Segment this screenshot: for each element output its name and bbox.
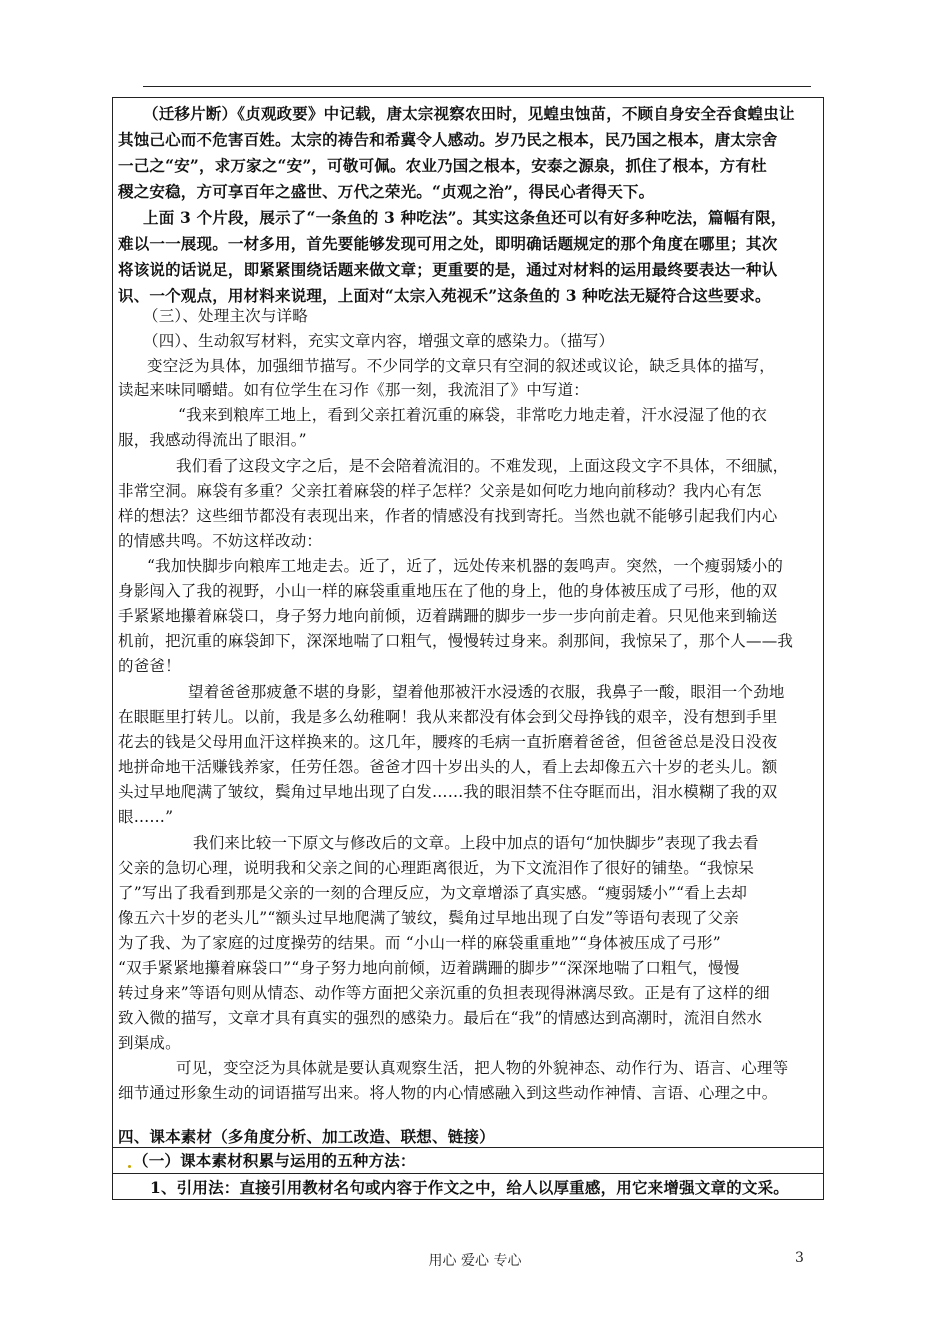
text-line: “我来到粮库工地上，看到父亲扛着沉重的麻袋，非常吃力地走着，汗水浸湿了他的衣 — [178, 406, 768, 424]
text-line: 服，我感动得流出了眼泪。” — [118, 431, 307, 449]
page-footer: 用心 爱心 专心 — [428, 1253, 522, 1269]
text-line: “我加快脚步向粮库工地走去。近了，近了，远处传来机器的轰鸣声。突然，一个瘦弱矮小的 — [147, 557, 784, 575]
text-line: 转过身来”等语句则从情态、动作等方面把父亲沉重的负担表现得淋漓尽致。正是有了这样的细 — [118, 984, 770, 1002]
text-line: 1、引用法：直接引用教材名句或内容于作文之中，给人以厚重感，用它来增强文章的文采。 — [150, 1178, 789, 1197]
text-line: 我们看了这段文字之后，是不会陪着流泪的。不难发现，上面这段文字不具体，不细腻， — [176, 457, 789, 475]
text-line: 其蚀己心而不危害百姓。太宗的祷告和希冀令人感动。岁乃民之根本，民乃国之根本，唐太宗舍 — [118, 130, 778, 149]
text-line: 可见，变空泛为具体就是要认真观察生活，把人物的外貌神态、动作行为、语言、心理等 — [176, 1059, 789, 1077]
text-line: 在眼眶里打转儿。以前，我是多么幼稚啊！我从来都没有体会到父母挣钱的艰辛，没有想到手里 — [118, 708, 778, 726]
page-number: 3 — [795, 1250, 804, 1266]
text-line: 一己之“安”，求万家之“安”，可敬可佩。农业乃国之根本，安泰之源泉，抓住了根本，方有杜 — [118, 156, 767, 175]
text-line: 细节通过形象生动的词语描写出来。将人物的内心情感融入到这些动作神情、言语、心理之中。 — [118, 1084, 778, 1102]
header-rule — [143, 86, 811, 87]
marker-dot — [128, 1165, 131, 1168]
text-line: 上面 3 个片段，展示了“一条鱼的 3 种吃法”。其实这条鱼还可以有好多种吃法，篇幅有限， — [143, 208, 787, 227]
text-line: 机前，把沉重的麻袋卸下，深深地喘了口粗气，慢慢转过身来。刹那间，我惊呆了，那个人——我 — [118, 632, 794, 650]
text-line: 的爸爸！ — [118, 657, 181, 675]
text-line: 像五六十岁的老头儿”“额头过早地爬满了皱纹，鬓角过早地出现了白发”等语句表现了父亲 — [118, 909, 739, 927]
text-line: 地拼命地干活赚钱养家，任劳任怨。爸爸才四十岁出头的人，看上去却像五六十岁的老头儿。额 — [118, 758, 778, 776]
text-line: （迁移片断）《贞观政要》中记载，唐太宗视察农田时，见蝗虫蚀苗，不顾自身安全吞食蝗虫让 — [143, 104, 795, 123]
text-line: 读起来味同嚼蜡。如有位学生在习作《那一刻，我流泪了》中写道： — [118, 381, 590, 399]
text-line: 父亲的急切心理，说明我和父亲之间的心理距离很近，为下文流泪作了很好的铺垫。“我惊呆 — [118, 859, 755, 877]
text-line: 我们来比较一下原文与修改后的文章。上段中加点的语句“加快脚步”表现了我去看 — [193, 834, 759, 852]
subheading: （四）、生动叙写材料，充实文章内容，增强文章的感染力。（描写） — [143, 332, 615, 350]
text-line: 将该说的话说足，即紧紧围绕话题来做文章；更重要的是，通过对材料的运用最终要表达一种认 — [118, 260, 778, 279]
text-line: 样的想法？这些细节都没有表现出来，作者的情感没有找到寄托。当然也就不能够引起我们内心 — [118, 507, 778, 525]
text-line: 花去的钱是父母用血汗这样换来的。这几年，腰疼的毛病一直折磨着爸爸，但爸爸总是没日没夜 — [118, 733, 778, 751]
text-line: 难以一一展现。一材多用，首先要能够发现可用之处，即明确话题规定的那个角度在哪里；其次 — [118, 234, 778, 253]
subheading: （三）、处理主次与详略 — [143, 307, 308, 325]
text-line: 身影闯入了我的视野，小山一样的麻袋重重地压在了他的身上，他的身体被压成了弓形，他的双 — [118, 582, 778, 600]
text-line: 了”写出了我看到那是父亲的一刻的合理反应，为文章增添了真实感。“瘦弱矮小”“看上去却 — [118, 884, 748, 902]
text-line: “双手紧紧地攥着麻袋口”“身子努力地向前倾，迈着蹒跚的脚步”“深深地喘了口粗气，慢慢 — [118, 959, 740, 977]
text-line: 手紧紧地攥着麻袋口，身子努力地向前倾，迈着蹒跚的脚步一步一步向前走着。只见他来到输送 — [118, 607, 778, 625]
subsection-heading: （一）课本素材积累与运用的五种方法： — [133, 1151, 416, 1170]
text-line: 眼……” — [118, 808, 174, 826]
text-line: 变空泛为具体，加强细节描写。不少同学的文章只有空洞的叙述或议论，缺乏具体的描写， — [147, 357, 776, 375]
text-line: 为了我、为了家庭的过度操劳的结果。而 “小山一样的麻袋重重地”“身体被压成了弓形” — [118, 934, 721, 952]
text-line: 望着爸爸那疲惫不堪的身影，望着他那被汗水浸透的衣服，我鼻子一酸，眼泪一个劲地 — [188, 683, 785, 701]
section-heading: 四、课本素材（多角度分析、加工改造、联想、链接） — [118, 1127, 495, 1146]
text-line: 致入微的描写，文章才具有真实的强烈的感染力。最后在“我”的情感达到高潮时，流泪自然水 — [118, 1009, 763, 1027]
text-line: 识、一个观点，用材料来说理，上面对“太宗入苑视禾”这条鱼的 3 种吃法无疑符合这些要求。 — [118, 286, 771, 305]
section-divider — [112, 1173, 824, 1174]
text-line: 到渠成。 — [118, 1034, 181, 1052]
text-line: 头过早地爬满了皱纹，鬓角过早地出现了白发……我的眼泪禁不住夺眶而出，泪水模糊了我的双 — [118, 783, 778, 801]
section-divider — [112, 1147, 824, 1148]
text-line: 非常空洞。麻袋有多重？父亲扛着麻袋的样子怎样？父亲是如何吃力地向前移动？我内心有怎 — [118, 482, 762, 500]
text-line: 稷之安稳，方可享百年之盛世、万代之荣光。“贞观之治”，得民心者得天下。 — [118, 182, 655, 201]
text-line: 的情感共鸣。不妨这样改动： — [118, 532, 323, 550]
